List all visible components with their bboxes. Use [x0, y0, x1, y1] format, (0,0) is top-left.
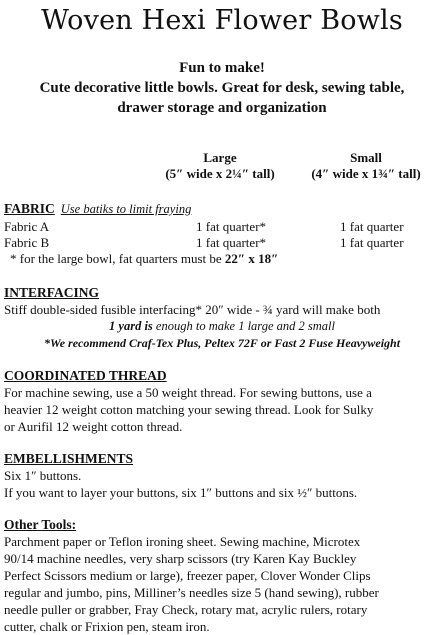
other-tools-line-3: Perfect Scissors medium or large), freezer paper, Clover Wonder Clips: [4, 568, 371, 583]
fabric-row: [4, 218, 440, 234]
thread-line-3: or Aurifil 12 weight cotton thread.: [4, 419, 183, 434]
fabric-name: Fabric A: [4, 219, 50, 234]
size-small-label: Small: [350, 150, 382, 165]
other-tools-line-2: 90/14 machine needles, very sharp scissors (try Karen Kay Buckley: [4, 551, 357, 566]
interfacing-yard-note: enough to make 1 large and 2 small: [152, 319, 335, 333]
size-small-dimensions: (4″ wide x 1¾″ tall): [311, 166, 421, 181]
fabric-footnote-size: 22″ x 18″: [224, 251, 279, 266]
thread-line-2: heavier 12 weight cotton matching your sewing thread. Look for Sulky: [4, 402, 374, 417]
size-large-column-header: [150, 150, 290, 182]
interfacing-line-1: Stiff double-sided fusible interfacing* 20″ wide - ¾ yard will make both: [4, 302, 381, 317]
page-title: Woven Hexi Flower Bowls: [41, 5, 403, 36]
fabric-large-qty: 1 fat quarter*: [196, 235, 267, 250]
intro-block: [0, 58, 444, 118]
fabric-footnote: [4, 250, 440, 267]
other-tools-line-6: cutter, chalk or Frixion pen, steam iron.: [4, 619, 210, 634]
embellishments-section: [4, 450, 440, 501]
embellishments-line-1: Six 1″ buttons.: [4, 468, 82, 483]
intro-tagline: Fun to make!: [179, 60, 265, 76]
fabric-note: Use batiks to limit fraying: [60, 202, 192, 216]
size-small-column-header: [296, 150, 436, 182]
embellishments-line-2: If you want to layer your buttons, six 1″ buttons and six ½″ buttons.: [4, 485, 358, 500]
embellishments-heading: EMBELLISHMENTS: [4, 451, 134, 466]
interfacing-line-2: [4, 318, 440, 335]
interfacing-section: [4, 284, 440, 352]
intro-description-line-2: drawer storage and organization: [117, 100, 327, 116]
fabric-name: Fabric B: [4, 235, 50, 250]
interfacing-recommendation: *We recommend Craf-Tex Plus, Peltex 72F or Fast 2 Fuse Heavyweight: [43, 336, 401, 350]
interfacing-yard-amount: 1 yard is: [109, 319, 153, 333]
fabric-large-qty: 1 fat quarter*: [196, 219, 267, 234]
fabric-footnote-text: * for the large bowl, fat quarters must be: [10, 251, 225, 266]
other-tools-section: [4, 516, 440, 635]
other-tools-line-4: regular and jumbo, pins, Milliner’s needles size 5 (hand sewing), rubber: [4, 585, 379, 600]
fabric-row: [4, 234, 440, 250]
thread-heading: COORDINATED THREAD: [4, 368, 167, 383]
other-tools-line-1: Parchment paper or Teflon ironing sheet. Sewing machine, Microtex: [4, 534, 361, 549]
fabric-section: [4, 200, 440, 267]
fabric-heading-label: FABRIC: [4, 201, 55, 216]
fabric-small-qty: 1 fat quarter: [340, 235, 404, 250]
intro-description-line-1: Cute decorative little bowls. Great for desk, sewing table,: [39, 80, 405, 96]
other-tools-line-5: needle puller or grabber, Fray Check, rotary mat, acrylic rulers, rotary: [4, 602, 368, 617]
interfacing-heading: INTERFACING: [4, 285, 100, 300]
thread-line-1: For machine sewing, use a 50 weight thread. For sewing buttons, use a: [4, 385, 372, 400]
fabric-small-qty: 1 fat quarter: [340, 219, 404, 234]
thread-section: [4, 367, 440, 435]
size-large-label: Large: [203, 150, 237, 165]
size-large-dimensions: (5″ wide x 2¼″ tall): [165, 166, 275, 181]
other-tools-heading: Other Tools:: [4, 517, 77, 532]
fabric-heading: [4, 200, 440, 218]
